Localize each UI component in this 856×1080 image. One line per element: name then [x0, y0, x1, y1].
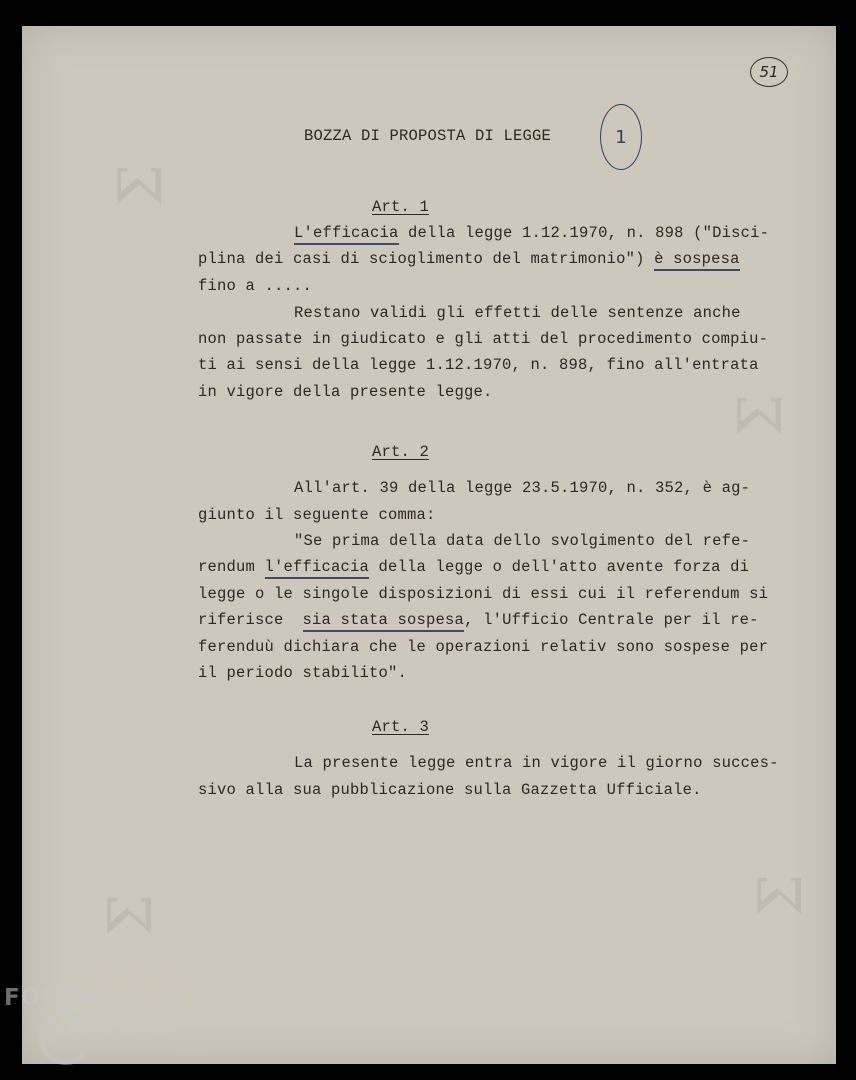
highlighted-phrase: L'efficacia: [294, 224, 399, 245]
document-title: BOZZA DI PROPOSTA DI LEGGE: [304, 127, 552, 145]
paragraph-line: legge o le singole disposizioni di essi cui il referendum si: [198, 585, 769, 603]
sheet-number-annotation: 1: [600, 104, 642, 170]
logo-text: FONDAZIONE: [4, 985, 186, 1011]
highlighted-phrase: l'efficacia: [265, 558, 370, 579]
watermark-glyph: Σ: [96, 893, 167, 937]
paragraph-line: rendum l'efficacia della legge o dell'atto avente forza di: [198, 558, 749, 576]
paragraph-line: La presente legge entra in vigore il giorno succes-: [294, 754, 779, 772]
paragraph-line: ferenduù dichiara che le operazioni relativ sono sospese per: [198, 638, 769, 656]
archive-logo: [4, 985, 219, 1075]
article-heading: Art. 2: [372, 443, 430, 461]
logo-subtext: onlus: [176, 1043, 206, 1056]
paragraph-line: riferisce sia stata sospesa, l'Ufficio Centrale per il re-: [198, 611, 759, 629]
logo-text: RAMSCI: [66, 1013, 173, 1039]
watermark-glyph: Σ: [746, 873, 817, 917]
paragraph-line: L'efficacia della legge 1.12.1970, n. 898 ("Disci-: [294, 224, 769, 242]
paragraph-line: "Se prima della data dello svolgimento del refe-: [294, 532, 751, 550]
paragraph-line: il periodo stabilito".: [198, 664, 408, 682]
paragraph-line: giunto il seguente comma:: [198, 506, 436, 524]
article-heading: Art. 1: [372, 198, 430, 216]
highlighted-phrase: è sospesa: [654, 250, 740, 271]
article-heading: Art. 3: [372, 718, 430, 736]
paragraph-line: in vigore della presente legge.: [198, 383, 493, 401]
watermark-glyph: Σ: [106, 163, 177, 207]
watermark-glyph: Σ: [726, 393, 797, 437]
paragraph-line: plina dei casi di scioglimento del matrimonio") è sospesa: [198, 250, 740, 268]
highlighted-phrase: sia stata sospesa: [303, 611, 465, 632]
paragraph-line: Restano validi gli effetti delle sentenze anche: [294, 304, 741, 322]
paragraph-line: All'art. 39 della legge 23.5.1970, n. 352, è ag-: [294, 479, 751, 497]
paragraph-line: non passate in giudicato e gli atti del procedimento compiu-: [198, 330, 769, 348]
page-number-annotation: 51: [750, 57, 788, 87]
paragraph-line: fino a .....: [198, 277, 313, 295]
paragraph-line: ti ai sensi della legge 1.12.1970, n. 898, fino all'entrata: [198, 356, 759, 374]
paragraph-line: sivo alla sua pubblicazione sulla Gazzetta Ufficiale.: [198, 781, 702, 799]
